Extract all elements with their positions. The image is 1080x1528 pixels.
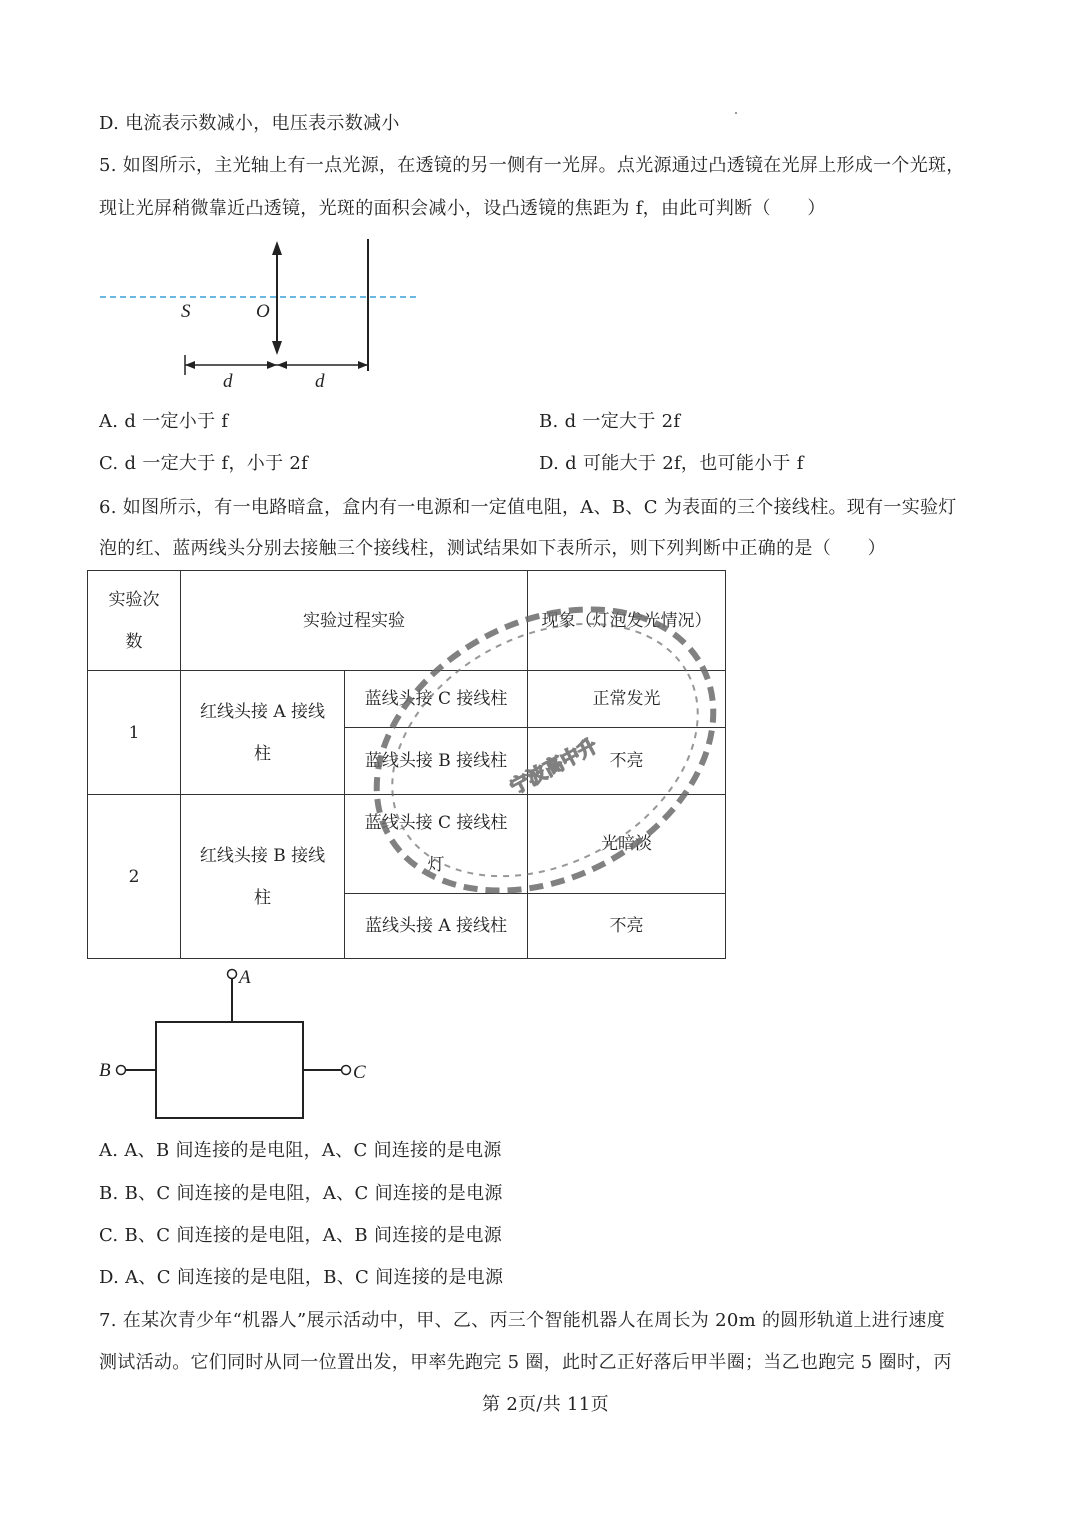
q6-stem-line2: 泡的红、蓝两线头分别去接触三个接线柱，测试结果如下表所示，则下列判断中正确的是（ ） xyxy=(99,538,886,559)
dim-arrow-3 xyxy=(277,361,287,369)
label-b: B xyxy=(99,1060,111,1081)
table-row xyxy=(88,671,726,728)
label-s: S xyxy=(181,301,191,322)
page-footer: 第 2页/共 11页 xyxy=(482,1394,609,1415)
trial-2-red xyxy=(181,795,345,959)
header-trial-line2: 数 xyxy=(125,631,143,652)
trial-2-number: 2 xyxy=(88,795,181,959)
q5-option-c: C. d 一定大于 f，小于 2f xyxy=(99,453,309,474)
trial-2-blue-2: 蓝线头接 A 接线柱 xyxy=(345,894,528,959)
trial-2-red-line1: 红线头接 B 接线 xyxy=(199,845,326,866)
trial-1-blue-1: 蓝线头接 C 接线柱 xyxy=(345,671,528,728)
label-c: C xyxy=(353,1062,366,1083)
q7-stem-line1: 7. 在某次青少年“机器人”展示活动中，甲、乙、丙三个智能机器人在周长为 20m 的圆形轨道上进行速度 xyxy=(99,1310,946,1331)
trial-2-result-1: 光暗淡 xyxy=(528,795,726,894)
label-o: O xyxy=(256,301,270,322)
terminal-c xyxy=(342,1066,351,1075)
q5-option-b: B. d 一定大于 2f xyxy=(539,411,681,432)
dim-arrow-2 xyxy=(267,361,277,369)
table-header-row xyxy=(88,571,726,671)
header-trial-count xyxy=(88,571,181,671)
q6-option-d: D. A、C 间连接的是电阻，B、C 间连接的是电源 xyxy=(99,1267,504,1288)
header-process: 实验过程实验 xyxy=(181,571,528,671)
q6-option-b: B. B、C 间连接的是电阻，A、C 间连接的是电源 xyxy=(99,1183,503,1204)
stray-dot xyxy=(735,112,737,114)
label-d-left: d xyxy=(223,371,233,392)
q5-option-a: A. d 一定小于 f xyxy=(99,411,229,432)
trial-2-blue-1-line1: 蓝线头接 C 接线柱 xyxy=(364,813,508,833)
trial-1-red-line1: 红线头接 A 接线 xyxy=(199,701,326,722)
trial-2-red-line2: 柱 xyxy=(254,887,271,908)
q5-lens-diagram xyxy=(95,235,425,395)
trial-1-blue-2: 蓝线头接 B 接线柱 xyxy=(345,728,528,795)
label-a: A xyxy=(239,967,251,988)
trial-1-result-1: 正常发光 xyxy=(528,671,726,728)
q6-stem-line1: 6. 如图所示，有一电路暗盒，盒内有一电源和一定值电阻，A、B、C 为表面的三个接线柱。现有一实验灯 xyxy=(99,497,957,518)
terminal-a xyxy=(228,970,237,979)
q5-stem-line2: 现让光屏稍微靠近凸透镜，光斑的面积会减小，设凸透镜的焦距为 f，由此可判断（ ） xyxy=(99,198,826,219)
dark-box xyxy=(156,1022,303,1118)
q6-circuit-box-diagram xyxy=(95,962,385,1127)
experiment-table xyxy=(87,570,726,959)
q6-option-c: C. B、C 间连接的是电阻，A、B 间连接的是电源 xyxy=(99,1225,503,1246)
trial-2-result-2: 不亮 xyxy=(528,894,726,959)
lens-arrow-top xyxy=(272,241,282,255)
header-trial-line1: 实验次 xyxy=(108,589,160,610)
q5-stem-line1: 5. 如图所示，主光轴上有一点光源，在透镜的另一侧有一光屏。点光源通过凸透镜在光屏上形成一个光斑， xyxy=(99,155,965,176)
q5-option-d: D. d 可能大于 2f，也可能小于 f xyxy=(539,453,804,474)
table-row xyxy=(88,795,726,894)
label-d-right: d xyxy=(315,371,325,392)
header-phenomenon: 现象（灯泡发光情况） xyxy=(528,571,726,671)
q4-option-d: D. 电流表示数减小，电压表示数减小 xyxy=(99,113,400,134)
lens-arrow-bottom xyxy=(272,341,282,355)
q7-stem-line2: 测试活动。它们同时从同一位置出发，甲率先跑完 5 圈，此时乙正好落后甲半圈；当乙也跑完 5 圈时，丙 xyxy=(99,1352,952,1373)
trial-2-blue-1 xyxy=(345,795,528,894)
stamp-text: 宁波高中升 xyxy=(506,734,602,799)
trial-1-result-2: 不亮 xyxy=(528,728,726,795)
terminal-b xyxy=(117,1066,126,1075)
q6-option-a: A. A、B 间连接的是电阻，A、C 间连接的是电源 xyxy=(99,1140,502,1161)
trial-1-red xyxy=(181,671,345,795)
dim-arrow-1 xyxy=(185,361,195,369)
dim-arrow-4 xyxy=(358,361,368,369)
trial-1-red-line2: 柱 xyxy=(254,743,271,764)
trial-2-blue-1-line2: 灯 xyxy=(427,855,445,875)
trial-1-number: 1 xyxy=(88,671,181,795)
